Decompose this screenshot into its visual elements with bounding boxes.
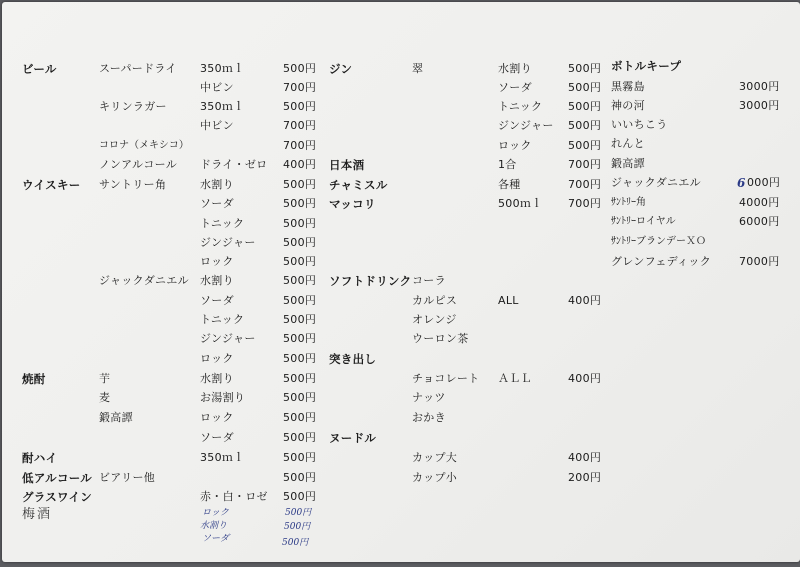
beer-item-size: 中ビン: [200, 81, 234, 94]
beer-item-size: 350ｍｌ: [200, 62, 245, 75]
whisky-brand: ジャックダニエル: [99, 274, 189, 287]
noodle-category: ヌードル: [329, 431, 377, 445]
bottle-keep-item: れんと: [611, 137, 645, 150]
umeshu-style: ソーダ: [202, 534, 230, 544]
chamisul-category: チャミスル: [329, 178, 388, 192]
makgeolli-category: マッコリ: [329, 197, 376, 211]
whisky-style: ロック: [200, 352, 234, 365]
umeshu-category: 梅酒: [22, 507, 53, 522]
whisky-price: 500円: [283, 217, 317, 230]
soft-drink-item: オレンジ: [412, 313, 457, 326]
bottle-keep-price: 3000円: [739, 80, 780, 93]
gin-style: ジンジャー: [498, 119, 554, 132]
beer-item-name: ノンアルコール: [99, 158, 177, 171]
umeshu-price: 500円: [284, 522, 311, 532]
soft-drink-category: ソフトドリンク: [329, 274, 412, 288]
whisky-price: 500円: [283, 197, 317, 210]
gin-brand: 翠: [412, 62, 424, 75]
whisky-style: トニック: [200, 217, 245, 230]
whisky-style: ソーダ: [200, 197, 234, 210]
umeshu-style: 水割り: [200, 521, 228, 531]
beer-item-size: 350ｍｌ: [200, 100, 245, 113]
whisky-style: ソーダ: [200, 294, 234, 307]
sake-size: 1合: [498, 158, 517, 171]
whisky-style: ジンジャー: [200, 236, 256, 249]
bottle-keep-item: ｻﾝﾄﾘｰロイヤル: [611, 216, 676, 227]
shochu-price: 500円: [283, 372, 317, 385]
beer-item-price: 700円: [283, 119, 317, 132]
whisky-price: 500円: [283, 313, 317, 326]
bottle-keep-item: ジャックダニエル: [611, 176, 701, 189]
snacks-price: 400円: [568, 372, 602, 385]
whisky-style: トニック: [200, 313, 245, 326]
whisky-category: ウイスキー: [22, 178, 81, 192]
beer-item-price: 700円: [283, 81, 317, 94]
beer-item-size: 中ビン: [200, 119, 234, 132]
snacks-all-label: ＡＬＬ: [498, 372, 532, 385]
umeshu-price: 500円: [282, 538, 309, 548]
shochu-price: 500円: [283, 391, 317, 404]
bottle-keep-price: 000円: [747, 176, 781, 189]
shochu-price: 500円: [283, 411, 317, 424]
bottle-keep-item: 鍛高譚: [611, 157, 645, 170]
gin-style: トニック: [498, 100, 543, 113]
beer-item-price: 700円: [283, 139, 317, 152]
bottle-keep-price: 3000円: [739, 99, 780, 112]
gin-price: 500円: [568, 139, 602, 152]
umeshu-price: 500円: [285, 508, 312, 518]
shochu-type: 麦: [99, 391, 111, 404]
makgeolli-size: 500ｍｌ: [498, 197, 543, 210]
umeshu-style: ロック: [202, 508, 229, 518]
bottle-keep-price: 7000円: [739, 255, 780, 268]
bottle-keep-price: 6000円: [739, 215, 780, 228]
shochu-style: 水割り: [200, 372, 234, 385]
snacks-item: ナッツ: [412, 391, 446, 404]
sake-price: 700円: [568, 158, 602, 171]
whisky-price: 500円: [283, 352, 317, 365]
beer-item-price: 400円: [283, 158, 317, 171]
gin-price: 500円: [568, 81, 602, 94]
bottle-keep-item: 黒霧島: [611, 80, 645, 93]
gin-style: ロック: [498, 139, 532, 152]
soft-drink-item: コーラ: [412, 274, 446, 287]
shochu-price: 500円: [283, 431, 317, 444]
menu-sheet: [2, 2, 800, 562]
whisky-price: 500円: [283, 332, 317, 345]
bottle-keep-category: ボトルキープ: [611, 59, 682, 73]
snacks-item: チョコレート: [412, 372, 480, 385]
chuhai-size: 350ｍｌ: [200, 451, 245, 464]
gin-price: 500円: [568, 100, 602, 113]
glass-wine-category: グラスワイン: [22, 490, 93, 504]
shochu-type: 芋: [99, 372, 111, 385]
noodle-price: 400円: [568, 451, 602, 464]
chuhai-category: 酎ハイ: [22, 451, 58, 465]
beer-item-name: コロナ（メキシコ）: [99, 140, 189, 151]
whisky-style: 水割り: [200, 178, 234, 191]
gin-category: ジン: [329, 62, 353, 76]
glass-wine-price: 500円: [283, 490, 317, 503]
shochu-type: 鍛高譚: [99, 411, 133, 424]
whisky-style: ジンジャー: [200, 332, 256, 345]
noodle-item: カップ大: [412, 451, 458, 464]
shochu-style: お湯割り: [200, 391, 246, 404]
soft-drink-price: 400円: [568, 294, 602, 307]
chuhai-price: 500円: [283, 451, 317, 464]
shochu-style: ロック: [200, 411, 234, 424]
shochu-category: 焼酎: [22, 372, 46, 386]
bottle-keep-item: ｻﾝﾄﾘｰブランデーＸＯ: [611, 236, 706, 247]
bottle-keep-price: 4000円: [739, 196, 780, 209]
gin-price: 500円: [568, 119, 602, 132]
noodle-price: 200円: [568, 471, 602, 484]
whisky-price: 500円: [283, 294, 317, 307]
beer-item-name: キリンラガー: [99, 100, 167, 113]
snacks-category: 突き出し: [329, 352, 377, 366]
low-alcohol-price: 500円: [283, 471, 317, 484]
snacks-item: おかき: [412, 411, 446, 424]
soft-drink-all-label: ALL: [498, 294, 519, 307]
noodle-item: カップ小: [412, 471, 458, 484]
whisky-price: 500円: [283, 178, 317, 191]
whisky-price: 500円: [283, 274, 317, 287]
glass-wine-item: 赤・白・ロゼ: [200, 490, 268, 503]
gin-price: 500円: [568, 62, 602, 75]
low-alcohol-category: 低アルコール: [22, 471, 93, 485]
bottle-keep-item: いいちこう: [611, 118, 668, 131]
sake-category: 日本酒: [329, 158, 365, 172]
whisky-price: 500円: [283, 255, 317, 268]
makgeolli-price: 700円: [568, 197, 602, 210]
shochu-style: ソーダ: [200, 431, 234, 444]
whisky-price: 500円: [283, 236, 317, 249]
beer-item-size: ドライ・ゼロ: [200, 158, 268, 171]
soft-drink-item: ウーロン茶: [412, 332, 469, 345]
beer-item-name: スーパードライ: [99, 62, 177, 75]
gin-style: ソーダ: [498, 81, 532, 94]
low-alcohol-item: ビアリー他: [99, 471, 156, 484]
chamisul-size: 各種: [498, 178, 521, 191]
beer-category: ビール: [22, 62, 57, 76]
bottle-keep-item: 神の河: [611, 99, 645, 112]
beer-item-price: 500円: [283, 62, 317, 75]
gin-style: 水割り: [498, 62, 532, 75]
whisky-brand: サントリー角: [99, 178, 167, 191]
chamisul-price: 700円: [568, 178, 602, 191]
soft-drink-item: カルピス: [412, 294, 458, 307]
bottle-keep-item: グレンフェディック: [611, 255, 711, 268]
bottle-keep-price-handwritten-digit: 6: [737, 176, 746, 190]
whisky-style: ロック: [200, 255, 234, 268]
whisky-style: 水割り: [200, 274, 234, 287]
bottle-keep-item: ｻﾝﾄﾘｰ角: [611, 197, 646, 208]
beer-item-price: 500円: [283, 100, 317, 113]
